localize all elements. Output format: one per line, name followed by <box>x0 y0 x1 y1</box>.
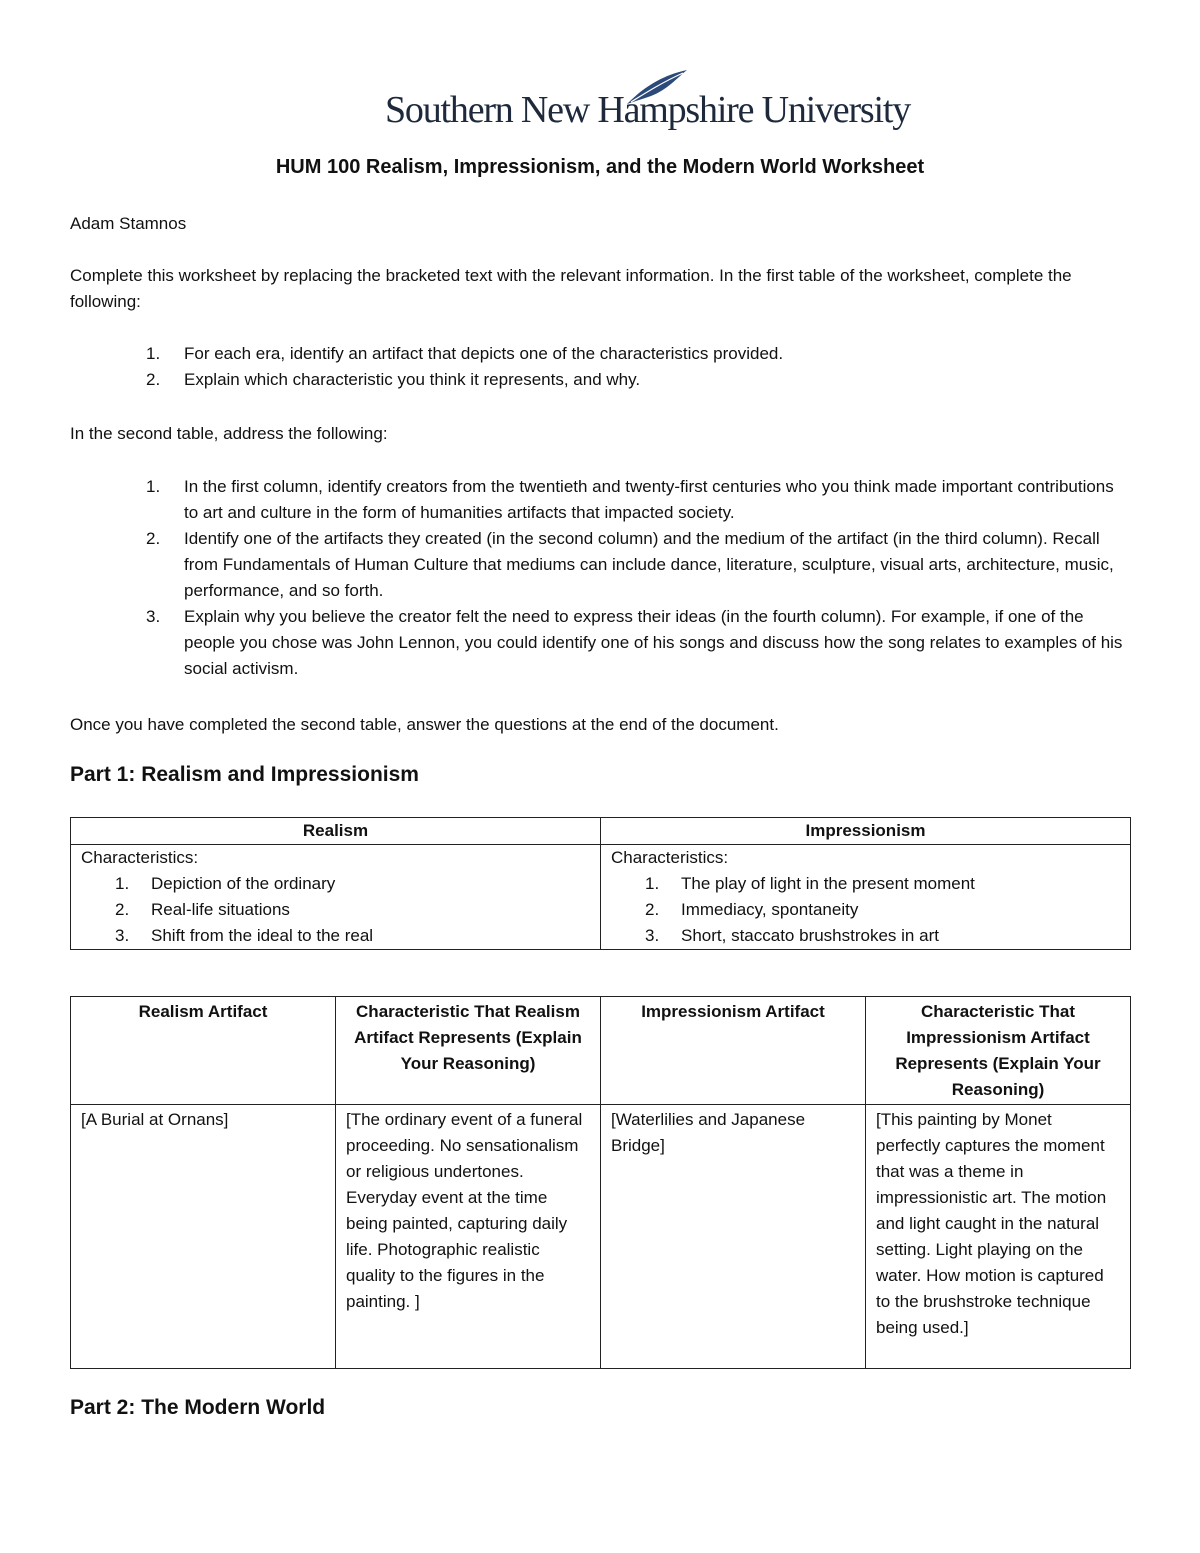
characteristics-table <box>70 817 1131 950</box>
realism-header: Realism <box>71 818 601 845</box>
impressionism-characteristics: Characteristics: 1. The play of light in the present moment 2. Immediacy, spontaneity 3. Short, staccato brushstrokes in art <box>601 845 1131 950</box>
author-name: Adam Stamnos <box>70 214 187 233</box>
part2-heading: Part 2: The Modern World <box>70 1396 326 1419</box>
closing-paragraph: Once you have completed the second table, answer the questions at the end of the document. <box>70 715 779 734</box>
list-item: 1. For each era, identify an artifact that depicts one of the characteristics provided. <box>146 344 784 363</box>
intro-paragraph: Complete this worksheet by replacing the bracketed text with the relevant information. In the first table of the worksheet, complete the following: <box>70 266 1072 311</box>
list-item: 1. The play of light in the present moment <box>645 874 975 893</box>
university-logo <box>385 68 911 140</box>
list-item: 2. Explain which characteristic you think it represents, and why. <box>146 370 641 389</box>
realism-characteristics: Characteristics: 1. Depiction of the ordinary 2. Real-life situations 3. Shift from the ideal to the real <box>71 845 601 950</box>
logo-wordmark: Southern New Hampshire University <box>385 89 911 131</box>
impressionism-artifact-cell[interactable]: [Waterlilies and Japanese Bridge] <box>601 1105 866 1369</box>
col-header: Impressionism Artifact <box>601 997 866 1105</box>
col-header: Realism Artifact <box>71 997 336 1105</box>
page-title: HUM 100 Realism, Impressionism, and the Modern World Worksheet <box>275 156 925 178</box>
instruction-list-1 <box>146 341 1126 393</box>
list-item: 2. Immediacy, spontaneity <box>645 900 859 919</box>
impressionism-reasoning-cell[interactable]: [This painting by Monet perfectly captures the moment that was a theme in impressionistic art. The motion and light caught in the natural setting. Light playing on the water. How motion is captured to the brushstroke technique being used.] <box>866 1105 1131 1369</box>
list-item: 2. Real-life situations <box>115 900 290 919</box>
list-item: 3. Shift from the ideal to the real <box>115 926 374 945</box>
col-header: Characteristic That Impressionism Artifact Represents (Explain Your Reasoning) <box>866 997 1131 1105</box>
part1-heading: Part 1: Realism and Impressionism <box>70 763 419 786</box>
list-item: 3. Explain why you believe the creator felt the need to express their ideas (in the fourth column). For example, if one of the people you chose was John Lennon, you could identify one of his songs and discuss how the song relates to examples of his social activism. <box>146 607 1123 678</box>
list-item: 2. Identify one of the artifacts they created (in the second column) and the medium of the artifact (in the third column). Recall from Fundamentals of Human Culture that mediums can include dance, literature, sculpture, visual arts, architecture, music, performance, and so forth. <box>146 529 1114 600</box>
impressionism-header: Impressionism <box>601 818 1131 845</box>
list-item: 1. In the first column, identify creators from the twentieth and twenty-first centuries who you think made important contributions to art and culture in the form of humanities artifacts that impacted society. <box>146 477 1114 522</box>
artifacts-table <box>70 996 1131 1369</box>
list-item: 1. Depiction of the ordinary <box>115 874 336 893</box>
col-header: Characteristic That Realism Artifact Represents (Explain Your Reasoning) <box>336 997 601 1105</box>
realism-reasoning-cell[interactable]: [The ordinary event of a funeral proceeding. No sensationalism or religious undertones. Everyday event at the time being painted, capturing daily life. Photographic realistic quality to the figures in the painting. ] <box>336 1105 601 1369</box>
second-intro: In the second table, address the following: <box>70 424 388 443</box>
list-item: 3. Short, staccato brushstrokes in art <box>645 926 939 945</box>
realism-artifact-cell[interactable]: [A Burial at Ornans] <box>71 1105 336 1369</box>
instruction-list-2 <box>146 474 1131 682</box>
